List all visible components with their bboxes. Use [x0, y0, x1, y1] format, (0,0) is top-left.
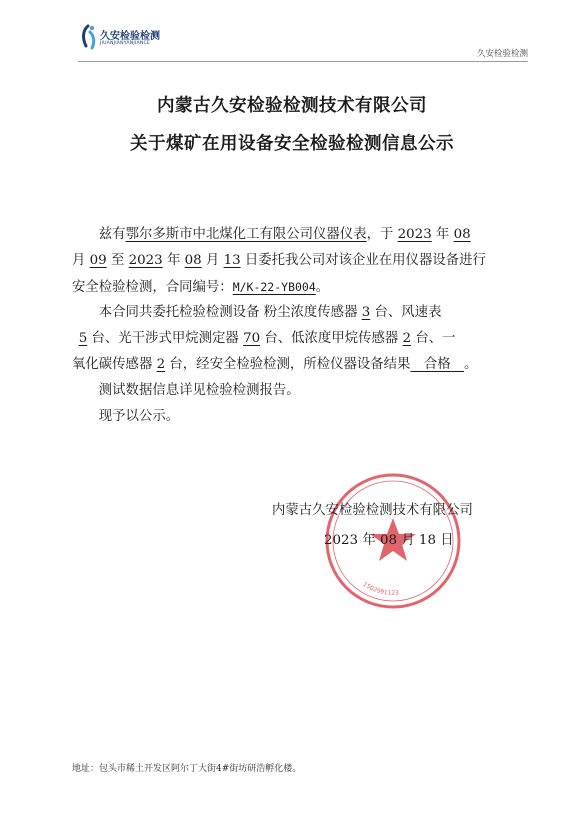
start-month: 08	[453, 227, 471, 242]
end-day: 13	[223, 253, 241, 268]
inspection-result: 合格	[423, 357, 451, 372]
start-year: 2023	[397, 227, 432, 242]
paragraph3: 测试数据信息详见检验检测报告。	[98, 383, 300, 398]
start-day: 09	[89, 253, 107, 268]
qty-anemometer: 5	[78, 331, 88, 346]
logo-text: 久安检验检测	[100, 31, 160, 42]
header-divider	[78, 61, 528, 62]
paragraph1-line2: 月 09 至 2023 年 08 月 13 日委托我公司对该企业在用仪器设备进行	[72, 253, 486, 268]
end-month: 08	[184, 253, 202, 268]
document-title-line1: 内蒙古久安检验检测技术有限公司	[157, 96, 427, 116]
signature-block	[272, 496, 473, 556]
signature-company: 内蒙古久安检验检测技术有限公司	[272, 503, 473, 518]
qty-dust-sensor: 3	[361, 305, 371, 320]
footer-address: 地址：包头市稀土开发区阿尔丁大街4#街坊研浩孵化楼。	[72, 764, 302, 774]
notice-body	[72, 222, 526, 430]
qty-methane-sensor: 2	[402, 331, 412, 346]
paragraph1-line3: 安全检验检测，合同编号：M/K-22-YB004。	[72, 280, 330, 295]
document-title-line2: 关于煤矿在用设备安全检验检测信息公示	[130, 134, 454, 154]
header-brand-text: 久安检验检测	[476, 49, 528, 59]
paragraph2-line2: 5 台、光干涉式甲烷测定器 70 台、低浓度甲烷传感器 2 台、一	[78, 331, 456, 346]
company-logo	[78, 24, 178, 56]
paragraph4: 现予以公示。	[98, 409, 180, 424]
qty-methane-meter: 70	[243, 331, 261, 346]
logo-subtext: JIUANJIANYANJIANCE	[100, 41, 150, 46]
seal-number: 1502991123	[361, 580, 400, 597]
paragraph1-line1: 兹有鄂尔多斯市中北煤化工有限公司仪器仪表，于 2023 年 08	[98, 227, 471, 242]
client-company: 鄂尔多斯市中北煤化工有限公司仪器仪表	[125, 227, 367, 242]
contract-number: M/K-22-YB004	[232, 280, 316, 294]
paragraph2-line3: 氧化碳传感器 2 台，经安全检验检测，所检仪器设备结果 合格 。	[72, 357, 478, 372]
signature-date: 2023 年 08 月 18 日	[324, 533, 454, 548]
paragraph2-line1: 本合同共委托检验检测设备 粉尘浓度传感器 3 台、风速表	[98, 305, 442, 320]
logo-mark-icon	[78, 24, 98, 50]
end-year: 2023	[128, 253, 163, 268]
qty-co-sensor: 2	[156, 357, 166, 372]
page-header	[78, 24, 528, 64]
